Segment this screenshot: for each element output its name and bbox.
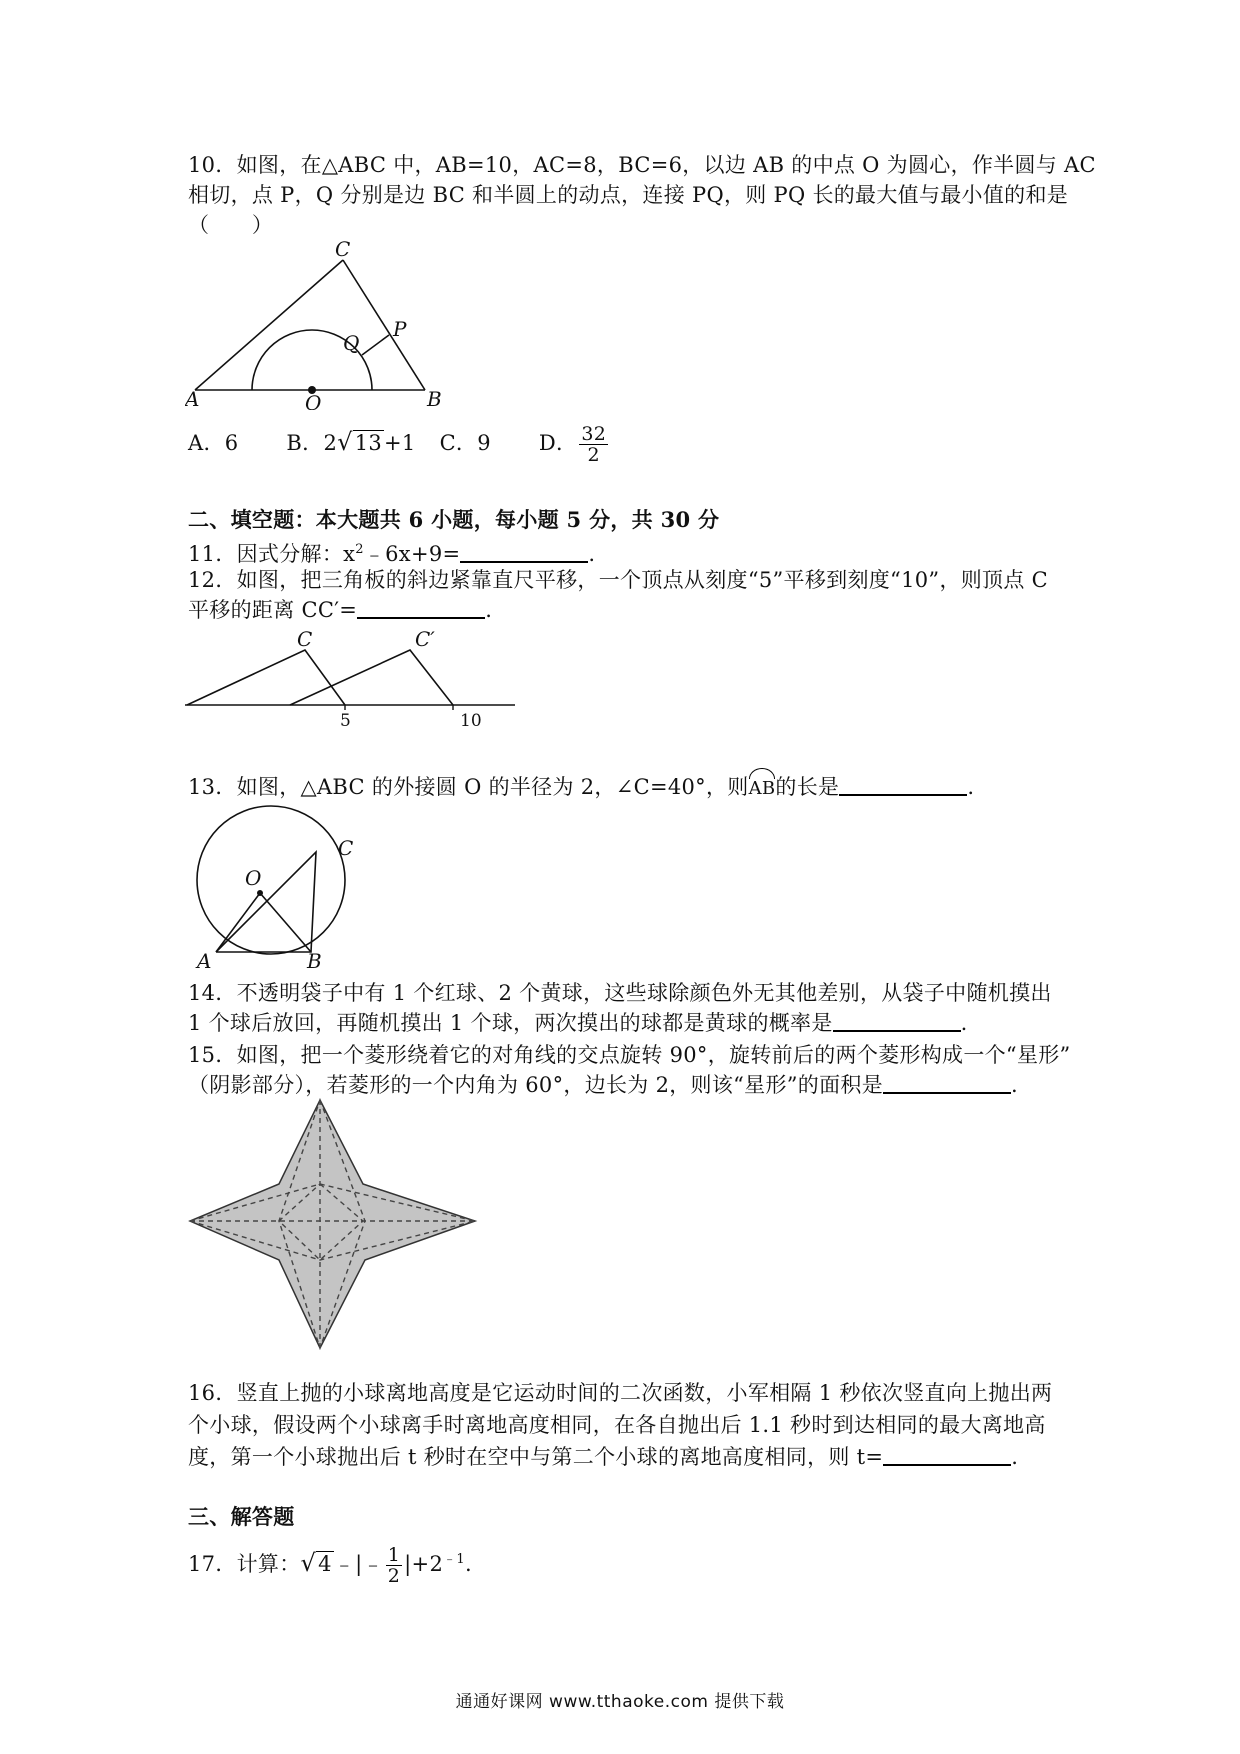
q11-answer-blank[interactable] (460, 539, 588, 563)
segment-bc (343, 260, 425, 390)
label-c: C (335, 240, 351, 261)
q12-line-2: 平移的距离 CC′= . (188, 595, 492, 625)
star-shape (190, 1100, 475, 1348)
footer: 通通好课网 www.tthaoke.com 提供下载 (455, 1692, 785, 1712)
q10-figure (185, 240, 465, 410)
label-c-prime: C′ (415, 628, 435, 651)
q10-line-3: （ ） (188, 213, 274, 237)
option-d: D． $\frac{32}{2}$ (538, 423, 607, 466)
q12-answer-blank[interactable] (357, 595, 485, 619)
tick-label-5: 5 (340, 711, 351, 728)
tick-label-10: 10 (460, 711, 482, 728)
q14-line-1: 14．不透明袋子中有 1 个红球、2 个黄球，这些球除颜色外无其他差别，从袋子中随机摸出 (188, 981, 1052, 1005)
q15-line-2: （阴影部分），若菱形的一个内角为 60°，边长为 2，则该“星形”的面积是 . (188, 1070, 1018, 1100)
segment-ac (195, 260, 343, 390)
q16-line-2: 个小球，假设两个小球离手时离地高度相同，在各自抛出后 1.1 秒时到达相同的最大离地高 (188, 1413, 1046, 1437)
label-b: B (307, 949, 322, 970)
q12-figure (185, 628, 515, 728)
section-3-heading: 三、解答题 (188, 1504, 295, 1529)
q11: 11．因式分解：$x^2﹣6x+9=$ . (188, 535, 595, 569)
option-a: A．6 (188, 431, 239, 455)
triangle-original (187, 650, 345, 705)
triangle-translated (290, 650, 453, 705)
q10-line-2: 相切，点 P，Q 分别是边 BC 和半圆上的动点，连接 PQ，则 PQ 长的最大值与最小值的和是 (188, 183, 1069, 207)
q13-answer-blank[interactable] (839, 772, 967, 796)
label-c: C (338, 836, 354, 860)
q10-line-1: 10．如图，在△ABC 中，AB=10，AC=8，BC=6，以边 AB 的中点 O 为圆心，作半圆与 AC (188, 153, 1096, 177)
option-c: C．9 (439, 431, 491, 455)
label-a: A (185, 387, 200, 410)
center-o-dot (257, 890, 263, 896)
q15-line-1: 15．如图，把一个菱形绕着它的对角线的交点旋转 90°，旋转前后的两个菱形构成一个“星形” (188, 1043, 1071, 1067)
q15-figure (188, 1098, 478, 1358)
q14-answer-blank[interactable] (833, 1008, 961, 1032)
section-2-heading: 二、填空题：本大题共 6 小题，每小题 5 分，共 30 分 (188, 507, 720, 532)
label-p: P (393, 317, 407, 341)
radius-ob (260, 893, 311, 952)
q10-options (188, 424, 610, 465)
label-q: Q (343, 331, 360, 355)
q12-line-1: 12．如图，把三角板的斜边紧靠直尺平移，一个顶点从刻度“5”平移到刻度“10”，则顶点 C (188, 568, 1048, 592)
q14-line-2: 1 个球后放回，再随机摸出 1 个球，两次摸出的球都是黄球的概率是 . (188, 1008, 968, 1038)
q17: 17．计算：√4﹣|﹣ $\frac{1}{2}$ $|+2^{﹣1}$. (188, 1544, 472, 1587)
segment-pq (362, 335, 389, 355)
q15-answer-blank[interactable] (883, 1070, 1011, 1094)
triangle-abc (216, 852, 316, 952)
arc-ab: AB (749, 770, 776, 804)
label-o: O (305, 391, 322, 410)
q13-figure (183, 805, 363, 970)
label-b: B (427, 387, 442, 410)
option-b: B．2√13+1 (286, 428, 416, 456)
q13: 13．如图，△ABC 的外接圆 O 的半径为 2，∠C=40°，则AB的长是 . (188, 770, 974, 804)
q16-line-3: 度，第一个小球抛出后 t 秒时在空中与第二个小球的离地高度相同，则 t= . (188, 1442, 1018, 1472)
circumcircle (197, 806, 345, 954)
q16-answer-blank[interactable] (883, 1442, 1011, 1466)
label-o: O (245, 866, 262, 890)
radius-oa (216, 893, 260, 952)
label-a: A (197, 949, 212, 970)
q16-line-1: 16．竖直上抛的小球离地高度是它运动时间的二次函数，小军相隔 1 秒依次竖直向上抛出两 (188, 1381, 1053, 1405)
label-c: C (297, 628, 313, 651)
